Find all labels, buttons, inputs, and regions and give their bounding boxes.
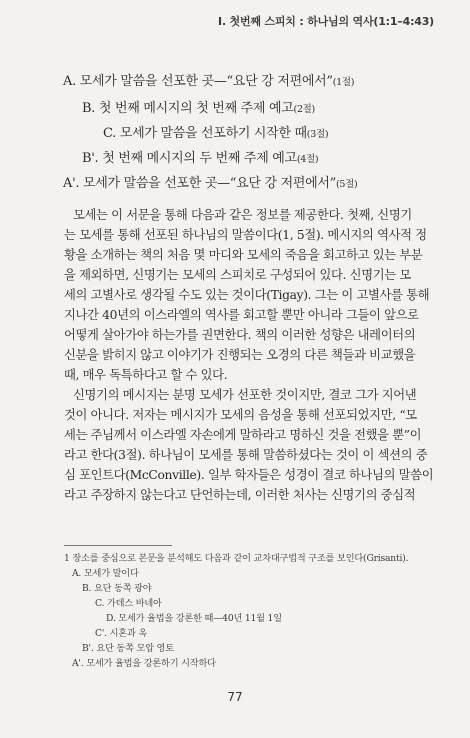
outline-line-a-note: (1절)	[332, 77, 355, 88]
page-number: 77	[227, 690, 243, 704]
paragraph-line: 어떻게 살아가야 하는가를 권면한다. 책의 이러한 성향은 내레이터의	[64, 328, 416, 342]
paragraph-line: 라고 주장하지 않는다고 단언하는데, 이러한 처사는 신명기의 중심적	[64, 488, 416, 502]
outline-line-b-prime-note: (4절)	[296, 154, 319, 165]
footnote-line: 1 장소를 중심으로 본문을 분석해도 다음과 같이 교차대구법적 구조를 보인다(Grisanti).	[64, 553, 409, 564]
outline-line-a-prime-text: A'. 모세가 말씀을 선포한 곳—“요단 강 저편에서”	[63, 176, 336, 191]
running-head: Ⅰ. 첫번째 스피치 : 하나님의 역사(1:1–4:43)	[218, 15, 434, 28]
outline-line-a	[63, 70, 354, 89]
outline-line-c	[103, 122, 328, 141]
outline-line-c-note: (3절)	[306, 129, 329, 140]
paragraph-line: 황을 소개하는 책의 처음 몇 마디와 모세의 죽음을 회고하고 있는 부분	[64, 248, 423, 262]
footnote-line: C'. 시혼과 옥	[95, 628, 148, 639]
paragraph-line: 세는 주님께서 이스라엘 자손에게 말하라고 명하신 것을 전했을 뿐”이	[64, 428, 422, 442]
outline-line-b-prime-text: B'. 첫 번째 메시지의 두 번째 주제 예고	[82, 151, 297, 166]
outline-line-b	[82, 97, 315, 116]
paragraph-line: 는 모세를 통해 선포된 하나님의 말씀이다(1, 5절). 메시지의 역사적 정	[64, 228, 427, 242]
footnote-line: D. 모세가 율법을 강론한 때—40년 11월 1일	[106, 613, 282, 624]
footnote-line: C. 가데스 바네아	[95, 598, 162, 609]
outline-line-a-prime	[63, 172, 357, 191]
footnote-line: B. 요단 동쪽 광야	[82, 583, 152, 594]
paragraph-line: 지나간 40년의 이스라엘의 역사를 회고할 뿐만 아니라 그들이 앞으로	[64, 308, 419, 322]
paragraph-line: 세의 고별사로 생각될 수도 있는 것이다(Tigay). 그는 이 고별사를 통해	[64, 288, 430, 302]
footnote-line: A. 모세가 말이다	[72, 568, 139, 579]
outline-line-b-note: (2절)	[293, 104, 315, 115]
footnote-line: A'. 모세가 율법을 강론하기 시작하다	[72, 658, 216, 669]
footnote-line: B'. 요단 동쪽 모압 영토	[82, 643, 174, 654]
paragraph-line: 것이 아니다. 저자는 메시지가 모세의 음성을 통해 선포되었지만, “모	[64, 408, 417, 422]
paragraph-line: 신분을 밝히지 않고 이야기가 진행되는 오경의 다른 책들과 비교했을	[64, 348, 416, 362]
paragraph-line: 심 포인트다(McConville). 일부 학자들은 성경이 결코 하나님의 말씀이	[64, 468, 434, 482]
footnote-divider	[64, 545, 172, 546]
paragraph-line: 라고 한다(3절). 하나님이 모세를 통해 말씀하셨다는 것이 이 섹션의 중	[64, 448, 428, 462]
outline-line-b-prime	[82, 147, 318, 166]
paragraph-line: 신명기의 메시지는 분명 모세가 선포한 것이지만, 결코 그가 지어낸	[73, 388, 417, 402]
paragraph-line: 모세는 이 서문을 통해 다음과 같은 정보를 제공한다. 첫째, 신명기	[73, 208, 412, 222]
paragraph-line: 을 제외하면, 신명기는 모세의 스피치로 구성되어 있다. 신명기는 모	[64, 268, 411, 282]
outline-line-a-prime-note: (5절)	[335, 179, 358, 190]
outline-line-b-text: B. 첫 번째 메시지의 첫 번째 주제 예고	[82, 101, 294, 116]
outline-line-a-text: A. 모세가 말씀을 선포한 곳—“요단 강 저편에서”	[63, 74, 333, 89]
paragraph-line: 때, 매우 독특하다고 할 수 있다.	[64, 368, 228, 382]
outline-line-c-text: C. 모세가 말씀을 선포하기 시작한 때	[103, 126, 307, 141]
